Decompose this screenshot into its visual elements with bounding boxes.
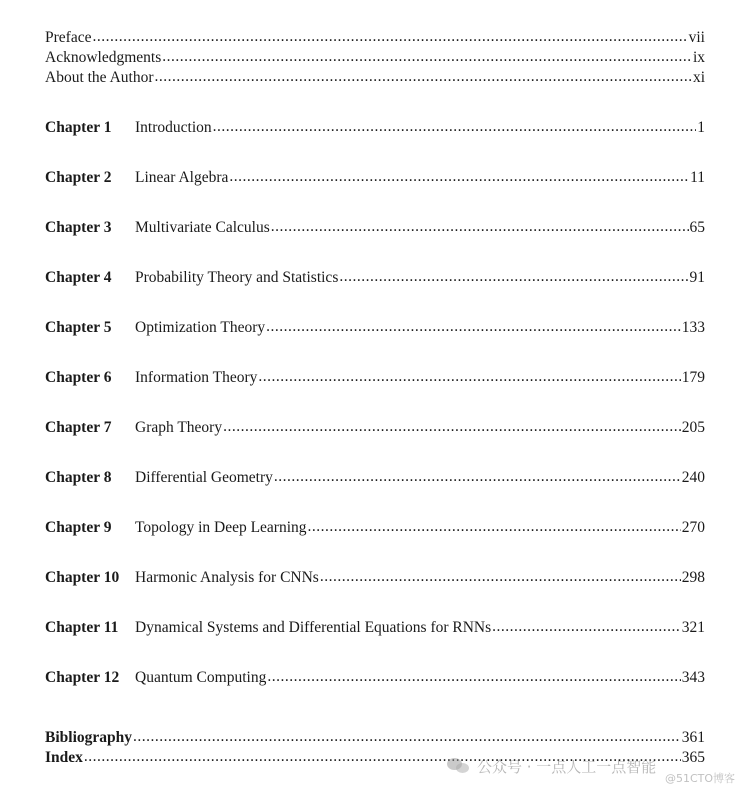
entry-page-number: 361 — [681, 729, 705, 746]
dot-leader — [267, 667, 680, 687]
chapter-page-number: 1 — [697, 119, 705, 136]
chapter-title: Multivariate Calculus — [135, 219, 270, 236]
dot-leader — [492, 617, 681, 637]
toc-entry-chapter-10[interactable] — [45, 568, 705, 588]
watermark — [447, 752, 656, 780]
dot-leader — [339, 267, 688, 287]
chapter-label: Chapter 8 — [45, 469, 112, 486]
toc-entry-chapter-3[interactable] — [45, 218, 705, 238]
chapter-title: Harmonic Analysis for CNNs — [135, 569, 319, 586]
dot-leader — [271, 217, 689, 237]
toc-entry-chapter-12[interactable] — [45, 668, 705, 688]
chapter-title: Graph Theory — [135, 419, 223, 436]
toc-entry-chapter-4[interactable] — [45, 268, 705, 288]
entry-page-number: xi — [692, 69, 705, 86]
chapter-page-number: 91 — [689, 269, 705, 286]
dot-leader — [274, 467, 681, 487]
chapter-label: Chapter 1 — [45, 119, 112, 136]
dot-leader — [155, 67, 692, 87]
toc-entry-chapter-6[interactable] — [45, 368, 705, 388]
chapter-label: Chapter 9 — [45, 519, 112, 536]
chapter-label: Chapter 10 — [45, 569, 120, 586]
dot-leader — [308, 517, 681, 537]
dot-leader — [162, 47, 692, 67]
toc-entry-chapter-7[interactable] — [45, 418, 705, 438]
toc-entry-preface[interactable] — [45, 28, 705, 48]
entry-title: Bibliography — [45, 729, 132, 746]
dot-leader — [229, 167, 689, 187]
chapter-page-number: 205 — [681, 419, 705, 436]
entry-title: Acknowledgments — [45, 49, 162, 66]
toc-entry-chapter-1[interactable] — [45, 118, 705, 138]
chapter-label: Chapter 4 — [45, 269, 112, 286]
chapter-label: Chapter 5 — [45, 319, 112, 336]
chapter-title: Information Theory — [135, 369, 258, 386]
entry-title: Index — [45, 749, 83, 766]
chapter-title: Topology in Deep Learning — [135, 519, 307, 536]
chapter-title: Differential Geometry — [135, 469, 273, 486]
chapter-title: Dynamical Systems and Differential Equations for RNNs — [135, 619, 492, 636]
toc-entry-bibliography[interactable] — [45, 728, 705, 748]
chapter-page-number: 133 — [681, 319, 705, 336]
chapter-label: Chapter 11 — [45, 619, 119, 636]
chapter-page-number: 321 — [681, 619, 705, 636]
toc-entry-chapter-5[interactable] — [45, 318, 705, 338]
chapter-title: Introduction — [135, 119, 212, 136]
watermark-text: 公众号 · 一点人工一点智能 — [477, 757, 657, 776]
chapter-label: Chapter 2 — [45, 169, 112, 186]
toc-entry-chapter-11[interactable] — [45, 618, 705, 638]
toc-entry-acknowledgments[interactable] — [45, 48, 705, 68]
dot-leader — [223, 417, 681, 437]
chapter-page-number: 298 — [681, 569, 705, 586]
dot-leader — [92, 27, 687, 47]
chapter-page-number: 11 — [690, 169, 705, 186]
chapter-page-number: 65 — [689, 219, 705, 236]
chapter-page-number: 179 — [681, 369, 705, 386]
chapter-label: Chapter 12 — [45, 669, 120, 686]
toc-entry-about-the-author[interactable] — [45, 68, 705, 88]
chapter-title: Quantum Computing — [135, 669, 267, 686]
dot-leader — [258, 367, 680, 387]
dot-leader — [133, 727, 681, 747]
entry-page-number: 365 — [681, 749, 705, 766]
watermark-sub: @51CTO博客 — [665, 772, 736, 785]
chapter-page-number: 240 — [681, 469, 705, 486]
chapter-title: Probability Theory and Statistics — [135, 269, 339, 286]
chapter-title: Optimization Theory — [135, 319, 266, 336]
toc-entry-chapter-9[interactable] — [45, 518, 705, 538]
entry-page-number: ix — [692, 49, 705, 66]
chapter-page-number: 343 — [681, 669, 705, 686]
chapter-label: Chapter 7 — [45, 419, 112, 436]
dot-leader — [266, 317, 681, 337]
wechat-icon — [447, 756, 471, 776]
chapter-label: Chapter 6 — [45, 369, 112, 386]
chapter-title: Linear Algebra — [135, 169, 229, 186]
dot-leader — [213, 117, 697, 137]
entry-title: Preface — [45, 29, 92, 46]
entry-title: About the Author — [45, 69, 154, 86]
toc-entry-chapter-2[interactable] — [45, 168, 705, 188]
entry-page-number: vii — [688, 29, 705, 46]
chapter-label: Chapter 3 — [45, 219, 112, 236]
dot-leader — [320, 567, 681, 587]
toc-entry-chapter-8[interactable] — [45, 468, 705, 488]
chapter-page-number: 270 — [681, 519, 705, 536]
